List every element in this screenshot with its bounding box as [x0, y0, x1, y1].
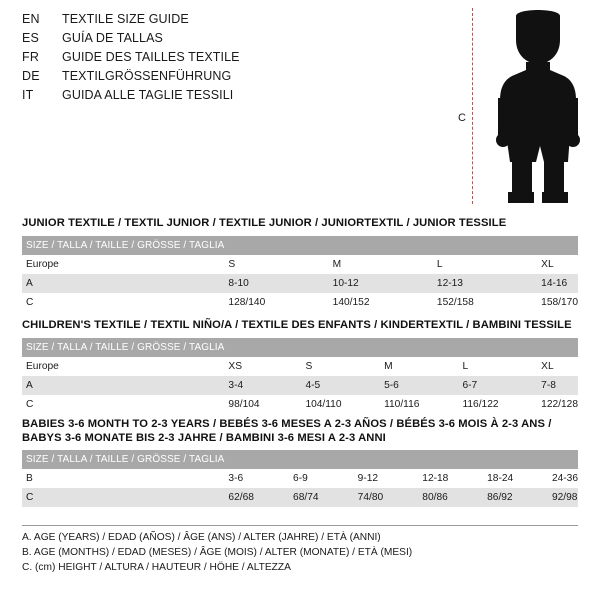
- cell: M: [380, 357, 458, 376]
- header-language-titles: [22, 12, 442, 107]
- cell: 24-36: [548, 469, 578, 488]
- cell: 122/128: [537, 395, 578, 414]
- guide-title: GUÍA DE TALLAS: [62, 31, 163, 45]
- cell: 86/92: [483, 488, 548, 507]
- row-label: C: [22, 488, 224, 507]
- legend-line-b: B. AGE (MONTHS) / EDAD (MESES) / ÂGE (MOIS) / ALTER (MONATE) / ETÀ (MESI): [22, 547, 413, 558]
- table-junior-textile: [22, 236, 578, 312]
- table-babies-textile: [22, 450, 578, 507]
- cell: 98/104: [224, 395, 301, 414]
- cell: 12-13: [433, 274, 537, 293]
- table-head-label: SIZE / TALLA / TAILLE / GRÖSSE / TAGLIA: [22, 450, 224, 469]
- section-title-junior: JUNIOR TEXTILE / TEXTIL JUNIOR / TEXTILE JUNIOR / JUNIORTEXTIL / JUNIOR TESSILE: [22, 217, 507, 229]
- row-label: B: [22, 469, 224, 488]
- table-row: [22, 338, 578, 357]
- table-row: [22, 450, 578, 469]
- cell: 104/110: [301, 395, 380, 414]
- cell: 6-9: [289, 469, 354, 488]
- table-row: [22, 395, 578, 414]
- language-code: FR: [22, 50, 40, 64]
- cell: 74/80: [354, 488, 419, 507]
- cell: 80/86: [418, 488, 483, 507]
- guide-title: TEXTILE SIZE GUIDE: [62, 12, 189, 26]
- row-label: C: [22, 395, 224, 414]
- cell: XL: [537, 357, 578, 376]
- guide-title: GUIDE DES TAILLES TEXTILE: [62, 50, 240, 64]
- cell: L: [458, 357, 537, 376]
- table-row: [22, 274, 578, 293]
- section-title-babies: BABIES 3-6 MONTH TO 2-3 YEARS / BEBÉS 3-6 MESES A 2-3 AÑOS / BÉBÉS 3-6 MOIS À 2-3 ANS / BABYS 3-6 MONATE BIS 2-3 JAHRE / BAMBINI 3-6 MESI A 2-3 ANNI: [22, 418, 552, 444]
- row-label: A: [22, 274, 224, 293]
- cell: 14-16: [537, 274, 578, 293]
- table-children-textile: [22, 338, 578, 414]
- cell: 3-4: [224, 376, 301, 395]
- legend-divider: [22, 525, 578, 526]
- cell: 158/170: [537, 293, 578, 312]
- legend-line-a: A. AGE (YEARS) / EDAD (AÑOS) / ÂGE (ANS) / ALTER (JAHRE) / ETÀ (ANNI): [22, 532, 381, 543]
- language-code: IT: [22, 88, 34, 102]
- cell: M: [329, 255, 433, 274]
- table-row: [22, 376, 578, 395]
- table-row: [22, 488, 578, 507]
- cell: 62/68: [224, 488, 289, 507]
- language-code: DE: [22, 69, 40, 83]
- cell: 152/158: [433, 293, 537, 312]
- cell: 5-6: [380, 376, 458, 395]
- table-row: [22, 255, 578, 274]
- measurement-figure: [450, 8, 590, 208]
- guide-title: TEXTILGRÖSSENFÜHRUNG: [62, 69, 232, 83]
- header-row: [22, 31, 442, 50]
- header-row: [22, 69, 442, 88]
- cell: 110/116: [380, 395, 458, 414]
- height-measure-line: [472, 8, 473, 204]
- cell: 8-10: [224, 274, 328, 293]
- row-label: Europe: [22, 255, 224, 274]
- measure-label-c: C: [458, 112, 466, 124]
- table-head-label: SIZE / TALLA / TAILLE / GRÖSSE / TAGLIA: [22, 236, 224, 255]
- guide-title: GUIDA ALLE TAGLIE TESSILI: [62, 88, 234, 102]
- cell: 18-24: [483, 469, 548, 488]
- cell: 3-6: [224, 469, 289, 488]
- table-row: [22, 469, 578, 488]
- row-label: A: [22, 376, 224, 395]
- cell: 68/74: [289, 488, 354, 507]
- cell: S: [301, 357, 380, 376]
- header-row: [22, 12, 442, 31]
- cell: 4-5: [301, 376, 380, 395]
- cell: 6-7: [458, 376, 537, 395]
- legend-line-c: C. (cm) HEIGHT / ALTURA / HAUTEUR / HÖHE / ALTEZZA: [22, 562, 291, 573]
- row-label: C: [22, 293, 224, 312]
- cell: L: [433, 255, 537, 274]
- cell: 9-12: [354, 469, 419, 488]
- table-row: [22, 236, 578, 255]
- cell: 116/122: [458, 395, 537, 414]
- header-row: [22, 88, 442, 107]
- section-title-children: CHILDREN'S TEXTILE / TEXTIL NIÑO/A / TEXTILE DES ENFANTS / KINDERTEXTIL / BAMBINI TESSILE: [22, 319, 572, 331]
- table-row: [22, 293, 578, 312]
- cell: XL: [537, 255, 578, 274]
- cell: S: [224, 255, 328, 274]
- header-row: [22, 50, 442, 69]
- legend-block: [22, 530, 582, 575]
- cell: 140/152: [329, 293, 433, 312]
- language-code: EN: [22, 12, 40, 26]
- table-head-label: SIZE / TALLA / TAILLE / GRÖSSE / TAGLIA: [22, 338, 224, 357]
- row-label: Europe: [22, 357, 224, 376]
- toddler-silhouette-icon: [486, 10, 590, 206]
- cell: 128/140: [224, 293, 328, 312]
- cell: XS: [224, 357, 301, 376]
- cell: 10-12: [329, 274, 433, 293]
- table-row: [22, 357, 578, 376]
- cell: 12-18: [418, 469, 483, 488]
- cell: 7-8: [537, 376, 578, 395]
- language-code: ES: [22, 31, 40, 45]
- cell: 92/98: [548, 488, 578, 507]
